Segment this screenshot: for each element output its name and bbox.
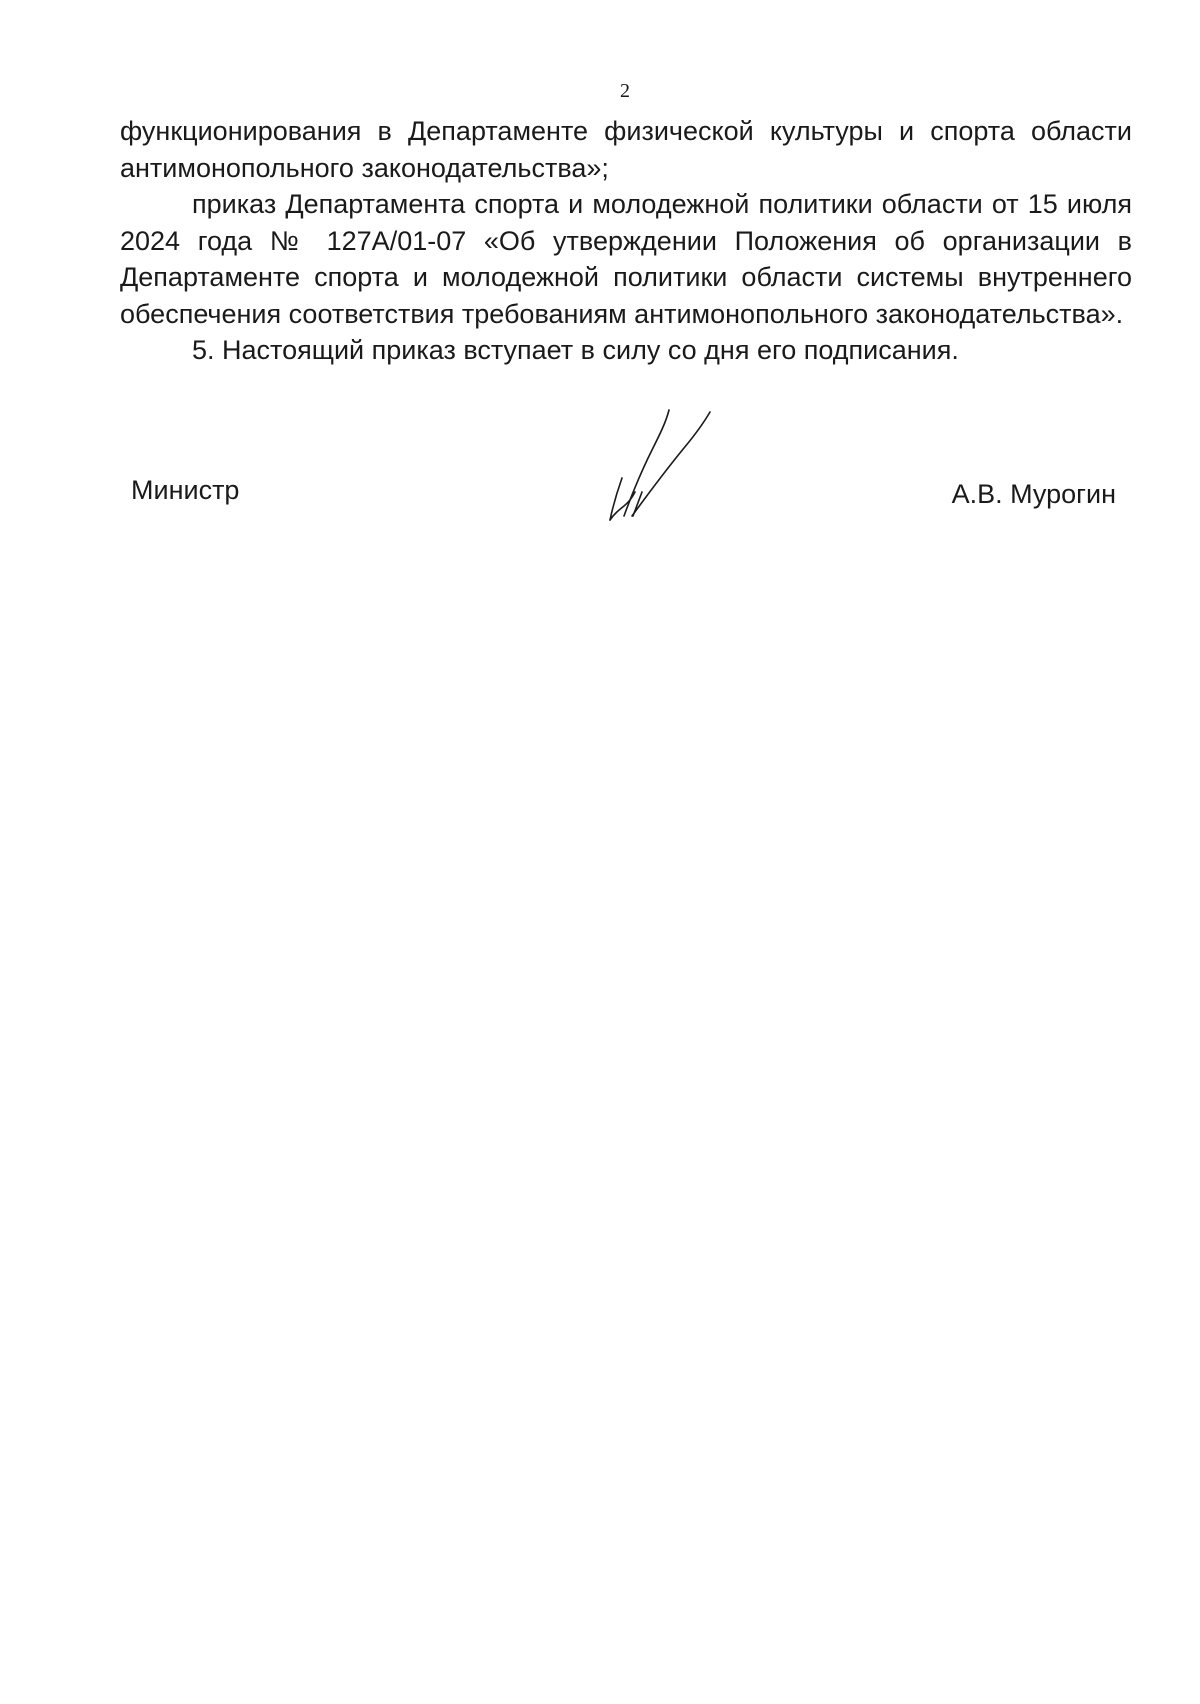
handwritten-signature-icon — [602, 408, 722, 523]
page-number: 2 — [620, 80, 630, 102]
signer-name: А.В. Мурогин — [951, 479, 1116, 509]
paragraph-effective-date: 5. Настоящий приказ вступает в силу со дня его подписания. — [192, 335, 959, 365]
signature-block — [0, 400, 1200, 530]
document-body — [120, 113, 1132, 369]
signer-position: Министр — [131, 475, 240, 505]
paragraph-order-reference: приказ Департамента спорта и молодежной политики области от 15 июля 2024 года № 127А/01-07 «Об утверждении Положения об организации в Департаменте спорта и молодежной политики области системы внутреннего обеспечения соответствия требованиям антимонопольного законодательства». — [120, 189, 1132, 329]
paragraph-continuation: функционирования в Департаменте физической культуры и спорта области антимонопольного законодательства»; — [120, 116, 1132, 183]
